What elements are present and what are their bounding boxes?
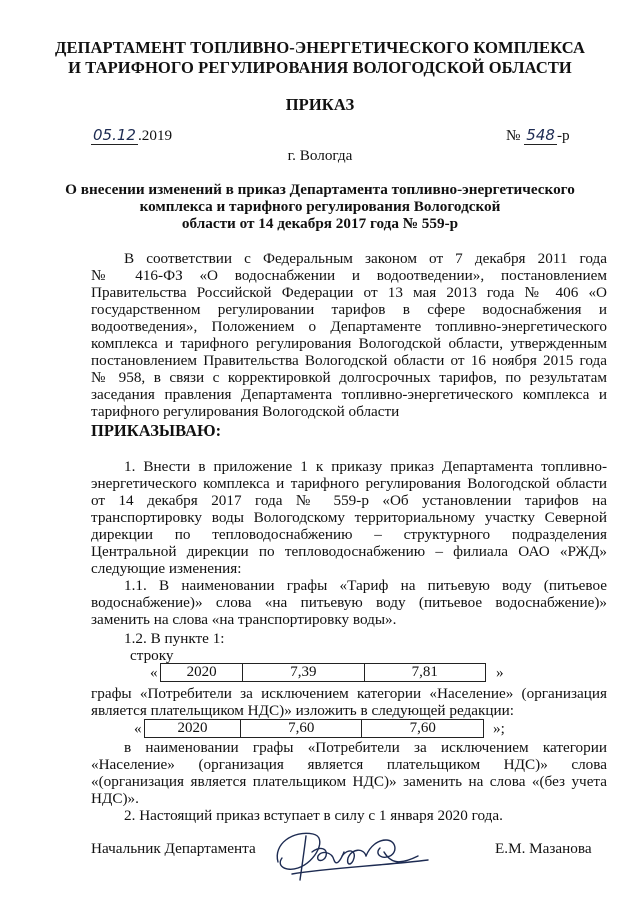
item-1-line: транспортировку воды Вологодскому территориальному участку Северной: [91, 509, 607, 526]
table-cell: 2020: [145, 720, 241, 738]
item-1-line: от 14 декабря 2017 года № 559-р «Об установлении тарифов на: [91, 492, 607, 509]
new-table-open-quote: «: [134, 720, 142, 737]
order-number: [506, 128, 570, 143]
item-1-2-heading: 1.2. В пункте 1:: [124, 630, 225, 647]
preamble-line: тарифного регулирования Вологодской области: [91, 403, 400, 420]
signatory-name: Е.М. Мазанова: [495, 840, 592, 857]
table-cell: 7,60: [240, 720, 362, 738]
table-row: [161, 664, 486, 682]
item-1-line: 1. Внести в приложение 1 к приказу приказ Департамента топливно-: [124, 458, 607, 475]
title-line-1: О внесении изменений в приказ Департамента топливно-энергетического: [65, 181, 575, 198]
rename-line: в наименовании графы «Потребители за исключением категории: [124, 739, 607, 756]
item-1-1-line: заменить на слова «на транспортировку воды».: [91, 611, 397, 628]
rename-line: «Население» (организация является плательщиком НДС)» слова: [91, 756, 607, 773]
city: г. Вологда: [287, 147, 353, 164]
handwritten-date: 05.12: [93, 126, 136, 144]
row-word: строку: [130, 647, 174, 664]
preamble-line: № 958, в связи с корректировкой долгосрочных тарифов, по результатам: [91, 369, 607, 386]
number-suffix: -р: [556, 127, 570, 144]
new-values-table: [144, 719, 484, 738]
table-cell: 2020: [161, 664, 243, 682]
graph-line: является плательщиком НДС)» изложить в следующей редакции:: [91, 702, 514, 719]
item-1-line: энергетического комплекса и тарифного регулирования Вологодской области: [91, 475, 607, 492]
order-word: ПРИКАЗЫВАЮ:: [91, 421, 222, 440]
table-row: [145, 720, 484, 738]
title-line-2: комплекса и тарифного регулирования Вологодской: [139, 198, 501, 215]
preamble-line: водоотведения», Положением о Департаменте топливно-энергетического: [91, 318, 607, 335]
order-date: [91, 128, 172, 143]
preamble-line: № 416-ФЗ «О водоснабжении и водоотведении», постановлением: [91, 267, 607, 284]
signatory-position: Начальник Департамента: [91, 840, 256, 857]
item-1-line: следующие изменения:: [91, 560, 242, 577]
preamble-line: В соответствии с Федеральным законом от 7 декабря 2011 года: [124, 250, 607, 267]
department-name-line-2: И ТАРИФНОГО РЕГУЛИРОВАНИЯ ВОЛОГОДСКОЙ ОБЛАСТИ: [68, 58, 572, 77]
new-table-close-quote: »;: [493, 720, 505, 737]
table-cell: 7,60: [362, 720, 484, 738]
handwritten-number: 548: [526, 126, 555, 144]
number-sign: №: [506, 127, 521, 144]
preamble-line: заседания правления Департамента топливно-энергетического комплекса и: [91, 386, 607, 403]
table-cell: 7,81: [364, 664, 485, 682]
table-cell: 7,39: [243, 664, 364, 682]
item-1-line: дирекции по тепловодоснабжению – структурного подразделения: [91, 526, 607, 543]
old-values-table: [160, 663, 486, 682]
graph-line: графы «Потребители за исключением категории «Население» (организация: [91, 685, 607, 702]
title-line-3: области от 14 декабря 2017 года № 559-р: [181, 215, 459, 232]
old-table-close-quote: »: [496, 664, 504, 681]
old-table-open-quote: «: [150, 664, 158, 681]
department-name-line-1: ДЕПАРТАМЕНТ ТОПЛИВНО-ЭНЕРГЕТИЧЕСКОГО КОМПЛЕКСА: [55, 38, 585, 57]
item-2: 2. Настоящий приказ вступает в силу с 1 января 2020 года.: [124, 807, 503, 824]
handwritten-signature: [268, 822, 448, 888]
preamble-line: комплекса и тарифного регулирования Вологодской области, утвержденным: [91, 335, 607, 352]
preamble-line: Правительства Российской Федерации от 13 мая 2013 года № 406 «О: [91, 284, 607, 301]
item-1-1-line: 1.1. В наименовании графы «Тариф на питьевую воду (питьевое: [124, 577, 607, 594]
item-1-line: Центральной дирекции по тепловодоснабжению – филиала ОАО «РЖД»: [91, 543, 607, 560]
preamble-line: государственном регулировании тарифов в сфере водоснабжения и: [91, 301, 607, 318]
rename-line: НДС)».: [91, 790, 139, 807]
document-type: ПРИКАЗ: [285, 95, 355, 114]
item-1-1-line: водоснабжение)» слова «на питьевую воду (питьевое водоснабжение)»: [91, 594, 607, 611]
rename-line: «(организация является плательщиком НДС)» заменить на слова «(без учета: [91, 773, 607, 790]
date-year: .2019: [137, 127, 173, 144]
preamble-line: постановлением Правительства Вологодской области от 16 ноября 2015 года: [91, 352, 607, 369]
